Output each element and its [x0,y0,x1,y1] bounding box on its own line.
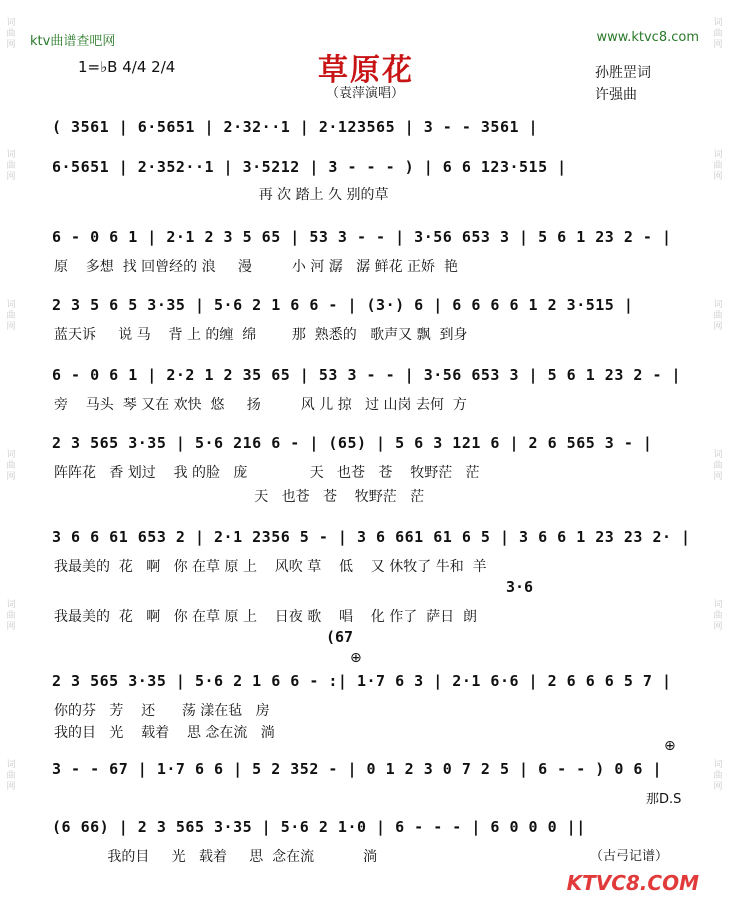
score-line-1: ( 3561 | 6·5651 | 2·32··1 | 2·123565 | 3 - - 3561 | [52,118,539,136]
watermark-right-3: 词曲网 [713,300,723,332]
lyric-line-4: 蓝天诉 说 马 背 上 的缠 绵 那 熟悉的 歌声又 飘 到身 [54,327,468,343]
watermark-right-2: 词曲网 [713,150,723,182]
lyric-line-6a: 阵阵花 香 划过 我 的脸 庞 天 也苍 苍 牧野茫 茫 [54,465,480,481]
score-line-5: 6 - 0 6 1 | 2·2 1 2 35 65 | 53 3 - - | 3·56 653 3 | 5 6 1 23 2 - | [52,366,682,384]
brand-logo: KTVC8.COM [566,871,699,895]
lyric-line-6b: 天 也苍 苍 牧野茫 茫 [54,489,425,505]
bracket-note: (67 [326,628,354,646]
key-signature: 1=♭B 4/4 2/4 [78,58,176,76]
watermark-left-1: 词曲网 [6,18,16,50]
site-name-left[interactable]: ktv曲谱查吧网 [30,34,116,49]
recorder-credit: （古弓记谱） [590,849,669,864]
score-line-2: 6·5651 | 2·352··1 | 3·5212 | 3 - - - ) | 6 6 123·515 | [52,158,567,176]
lyric-line-7: 我最美的 花 啊 你 在草 原 上 风吹 草 低 又 休牧了 牛和 羊 [54,559,487,575]
coda-icon: ⊕ [664,738,676,754]
watermark-right-1: 词曲网 [713,18,723,50]
watermark-left-3: 词曲网 [6,300,16,332]
lyric-line-9b: 我的目 光 载着 思 念在流 淌 [54,725,275,741]
ds-mark: 那D.S [646,792,682,807]
score-line-3: 6 - 0 6 1 | 2·1 2 3 5 65 | 53 3 - - | 3·56 653 3 | 5 6 1 23 2 - | [52,228,672,246]
alt-notes: 3·6 [506,578,534,596]
score-line-7: 3 6 6 61 653 2 | 2·1 2356 5 - | 3 6 661 61 6 5 | 3 6 6 1 23 23 2· | [52,528,691,546]
singer-credit: （袁萍演唱） [326,86,405,101]
composer-credit: 许强曲 [595,87,637,103]
lyric-line-3: 原 多想 找 回曾经的 浪 漫 小 河 潺 潺 鲜花 正娇 艳 [54,259,458,275]
lyricist-credit: 孙胜罡词 [595,65,651,81]
lyric-line-9a: 你的芬 芳 还 荡 漾在毡 房 [54,703,270,719]
site-url-right[interactable]: www.ktvc8.com [596,30,699,45]
score-line-4: 2 3 5 6 5 3·35 | 5·6 2 1 6 6 - | (3·) 6 | 6 6 6 6 1 2 3·515 | [52,296,634,314]
watermark-left-6: 词曲网 [6,760,16,792]
watermark-left-4: 词曲网 [6,450,16,482]
watermark-right-4: 词曲网 [713,450,723,482]
score-line-6: 2 3 565 3·35 | 5·6 216 6 - | (65) | 5 6 3 121 6 | 2 6 565 3 - | [52,434,653,452]
watermark-left-5: 词曲网 [6,600,16,632]
watermark-right-6: 词曲网 [713,760,723,792]
lyric-line-2: 再 次 踏上 久 别的草 [54,187,389,203]
lyric-line-10: 我的目 光 载着 思 念在流 淌 [54,849,378,865]
watermark-right-5: 词曲网 [713,600,723,632]
watermark-left-2: 词曲网 [6,150,16,182]
coda-icon: ⊕ [350,650,362,666]
score-line-10: (6 66) | 2 3 565 3·35 | 5·6 2 1·0 | 6 - - - | 6 0 0 0 || [52,818,586,836]
score-line-9: 3 - - 67 | 1·7 6 6 | 5 2 352 - | 0 1 2 3 0 7 2 5 | 6 - - ) 0 6 | [52,760,662,778]
song-title: 草原花 [318,53,414,88]
lyric-line-8: 我最美的 花 啊 你 在草 原 上 日夜 歌 唱 化 作了 萨日 朗 [54,609,478,625]
score-line-8: 2 3 565 3·35 | 5·6 2 1 6 6 - :| 1·7 6 3 | 2·1 6·6 | 2 6 6 6 5 7 | [52,672,672,690]
lyric-line-5: 旁 马头 琴 又在 欢快 悠 扬 风 儿 掠 过 山岗 去何 方 [54,397,467,413]
